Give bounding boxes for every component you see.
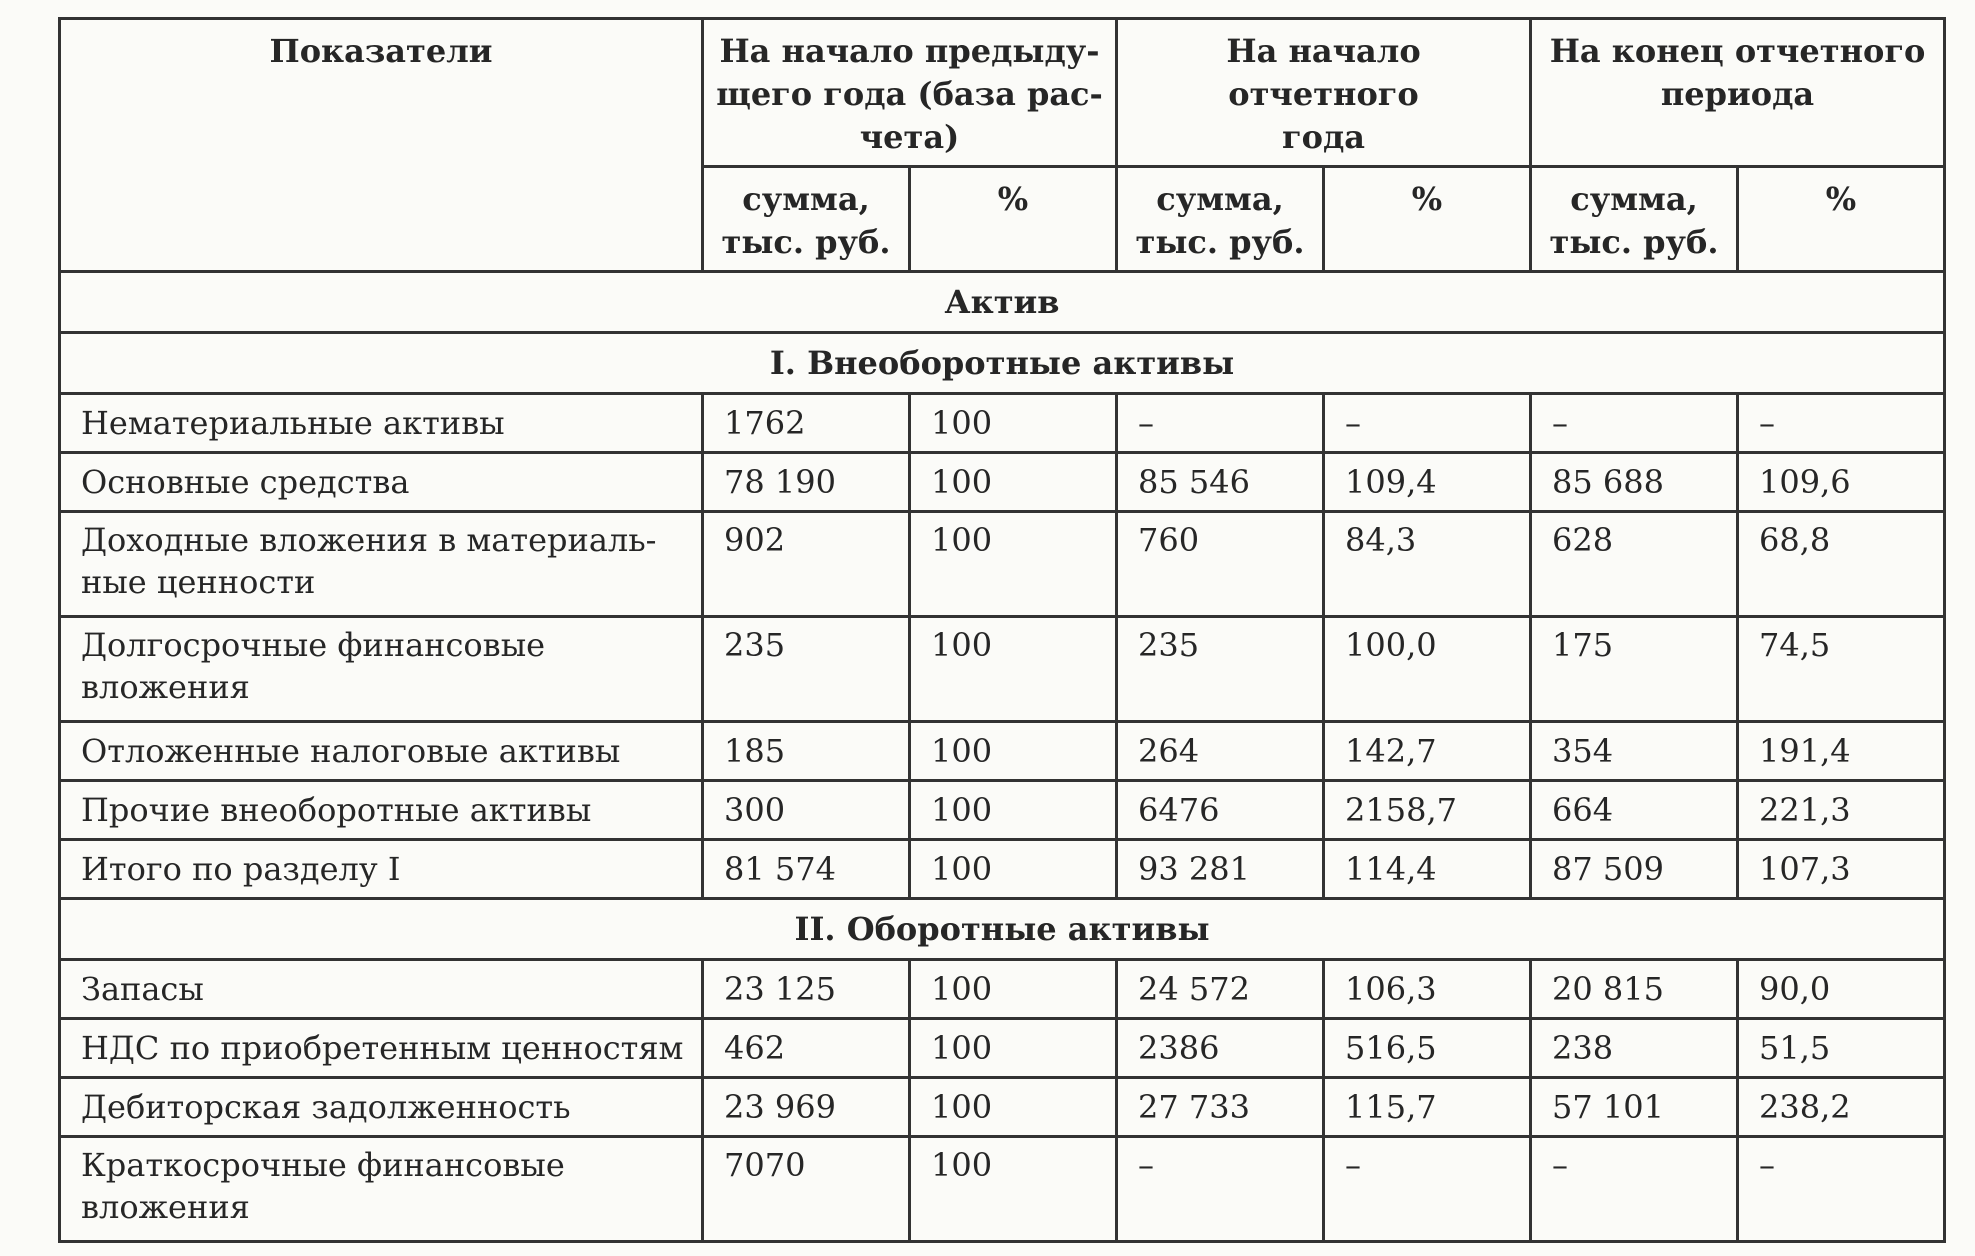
table-row [60, 512, 1945, 617]
cell-value: 238,2 [1738, 1078, 1945, 1137]
row-label: Долгосрочные финансовые вложения [60, 617, 703, 722]
percent-header: % [1738, 167, 1945, 272]
cell-value: 100 [910, 1019, 1117, 1078]
cell-value: 81 574 [703, 840, 910, 899]
section-title: I. Внеоборотные активы [60, 333, 1945, 394]
section-row-current [60, 899, 1945, 960]
cell-value: 1762 [703, 394, 910, 453]
cell-value: 57 101 [1531, 1078, 1738, 1137]
row-label: Краткосрочные финансовые вложения [60, 1137, 703, 1242]
row-label: Дебиторская задолженность [60, 1078, 703, 1137]
cell-value: 90,0 [1738, 960, 1945, 1019]
cell-value: 221,3 [1738, 781, 1945, 840]
cell-value: 2158,7 [1324, 781, 1531, 840]
cell-value: – [1531, 394, 1738, 453]
cell-value: – [1324, 394, 1531, 453]
table-row [60, 1019, 1945, 1078]
section-row-noncurrent [60, 333, 1945, 394]
cell-value: 7070 [703, 1137, 910, 1242]
sum-header: сумма, тыс. руб. [1117, 167, 1324, 272]
cell-value: 20 815 [1531, 960, 1738, 1019]
cell-value: 24 572 [1117, 960, 1324, 1019]
cell-value: 100 [910, 722, 1117, 781]
cell-value: 100 [910, 617, 1117, 722]
row-label: Итого по разделу I [60, 840, 703, 899]
sum-header: сумма, тыс. руб. [1531, 167, 1738, 272]
table-row [60, 453, 1945, 512]
cell-value: 100 [910, 394, 1117, 453]
cell-value: – [1531, 1137, 1738, 1242]
table-row-total [60, 840, 1945, 899]
cell-value: 115,7 [1324, 1078, 1531, 1137]
table-row [60, 394, 1945, 453]
cell-value: 23 969 [703, 1078, 910, 1137]
section-title: Актив [60, 272, 1945, 333]
table-row [60, 722, 1945, 781]
header-row [60, 19, 1945, 167]
row-label: Основные средства [60, 453, 703, 512]
cell-value: 100 [910, 960, 1117, 1019]
cell-value: 175 [1531, 617, 1738, 722]
cell-value: 93 281 [1117, 840, 1324, 899]
table-row [60, 960, 1945, 1019]
cell-value: 100 [910, 1137, 1117, 1242]
cell-value: 85 546 [1117, 453, 1324, 512]
cell-value: 462 [703, 1019, 910, 1078]
table-row [60, 617, 1945, 722]
cell-value: 100 [910, 512, 1117, 617]
table-row [60, 1078, 1945, 1137]
cell-value: 85 688 [1531, 453, 1738, 512]
percent-header: % [910, 167, 1117, 272]
balance-analysis-table [58, 17, 1946, 1243]
cell-value: 68,8 [1738, 512, 1945, 617]
cell-value: 235 [703, 617, 910, 722]
cell-value: 100 [910, 781, 1117, 840]
cell-value: 107,3 [1738, 840, 1945, 899]
cell-value: 100,0 [1324, 617, 1531, 722]
cell-value: 264 [1117, 722, 1324, 781]
cell-value: – [1117, 1137, 1324, 1242]
cell-value: 516,5 [1324, 1019, 1531, 1078]
cell-value: 27 733 [1117, 1078, 1324, 1137]
cell-value: 628 [1531, 512, 1738, 617]
cell-value: 185 [703, 722, 910, 781]
row-label: Доходные вложения в материаль- ные ценности [60, 512, 703, 617]
section-title: II. Оборотные активы [60, 899, 1945, 960]
cell-value: 106,3 [1324, 960, 1531, 1019]
percent-header: % [1324, 167, 1531, 272]
cell-value: 78 190 [703, 453, 910, 512]
cell-value: 51,5 [1738, 1019, 1945, 1078]
cell-value: 2386 [1117, 1019, 1324, 1078]
cell-value: 902 [703, 512, 910, 617]
cell-value: 100 [910, 453, 1117, 512]
cell-value: 114,4 [1324, 840, 1531, 899]
cell-value: 100 [910, 840, 1117, 899]
cell-value: 664 [1531, 781, 1738, 840]
row-label: Запасы [60, 960, 703, 1019]
row-label: Нематериальные активы [60, 394, 703, 453]
period-header-prev-year: На начало предыду- щего года (база рас- чета) [703, 19, 1117, 167]
cell-value: – [1738, 394, 1945, 453]
cell-value: 109,6 [1738, 453, 1945, 512]
period-header-report-start: На начало отчетного года [1117, 19, 1531, 167]
cell-value: 354 [1531, 722, 1738, 781]
cell-value: 300 [703, 781, 910, 840]
section-row-aktiv [60, 272, 1945, 333]
indicators-header: Показатели [60, 19, 703, 272]
cell-value: 235 [1117, 617, 1324, 722]
cell-value: 74,5 [1738, 617, 1945, 722]
cell-value: 87 509 [1531, 840, 1738, 899]
table-row [60, 1137, 1945, 1242]
table-row [60, 781, 1945, 840]
cell-value: 84,3 [1324, 512, 1531, 617]
cell-value: 109,4 [1324, 453, 1531, 512]
row-label: Отложенные налоговые активы [60, 722, 703, 781]
row-label: Прочие внеоборотные активы [60, 781, 703, 840]
sum-header: сумма, тыс. руб. [703, 167, 910, 272]
cell-value: 6476 [1117, 781, 1324, 840]
cell-value: – [1738, 1137, 1945, 1242]
cell-value: – [1117, 394, 1324, 453]
cell-value: 760 [1117, 512, 1324, 617]
period-header-report-end: На конец отчетного периода [1531, 19, 1945, 167]
cell-value: 191,4 [1738, 722, 1945, 781]
row-label: НДС по приобретенным ценностям [60, 1019, 703, 1078]
cell-value: 238 [1531, 1019, 1738, 1078]
cell-value: 100 [910, 1078, 1117, 1137]
cell-value: 23 125 [703, 960, 910, 1019]
cell-value: 142,7 [1324, 722, 1531, 781]
cell-value: – [1324, 1137, 1531, 1242]
